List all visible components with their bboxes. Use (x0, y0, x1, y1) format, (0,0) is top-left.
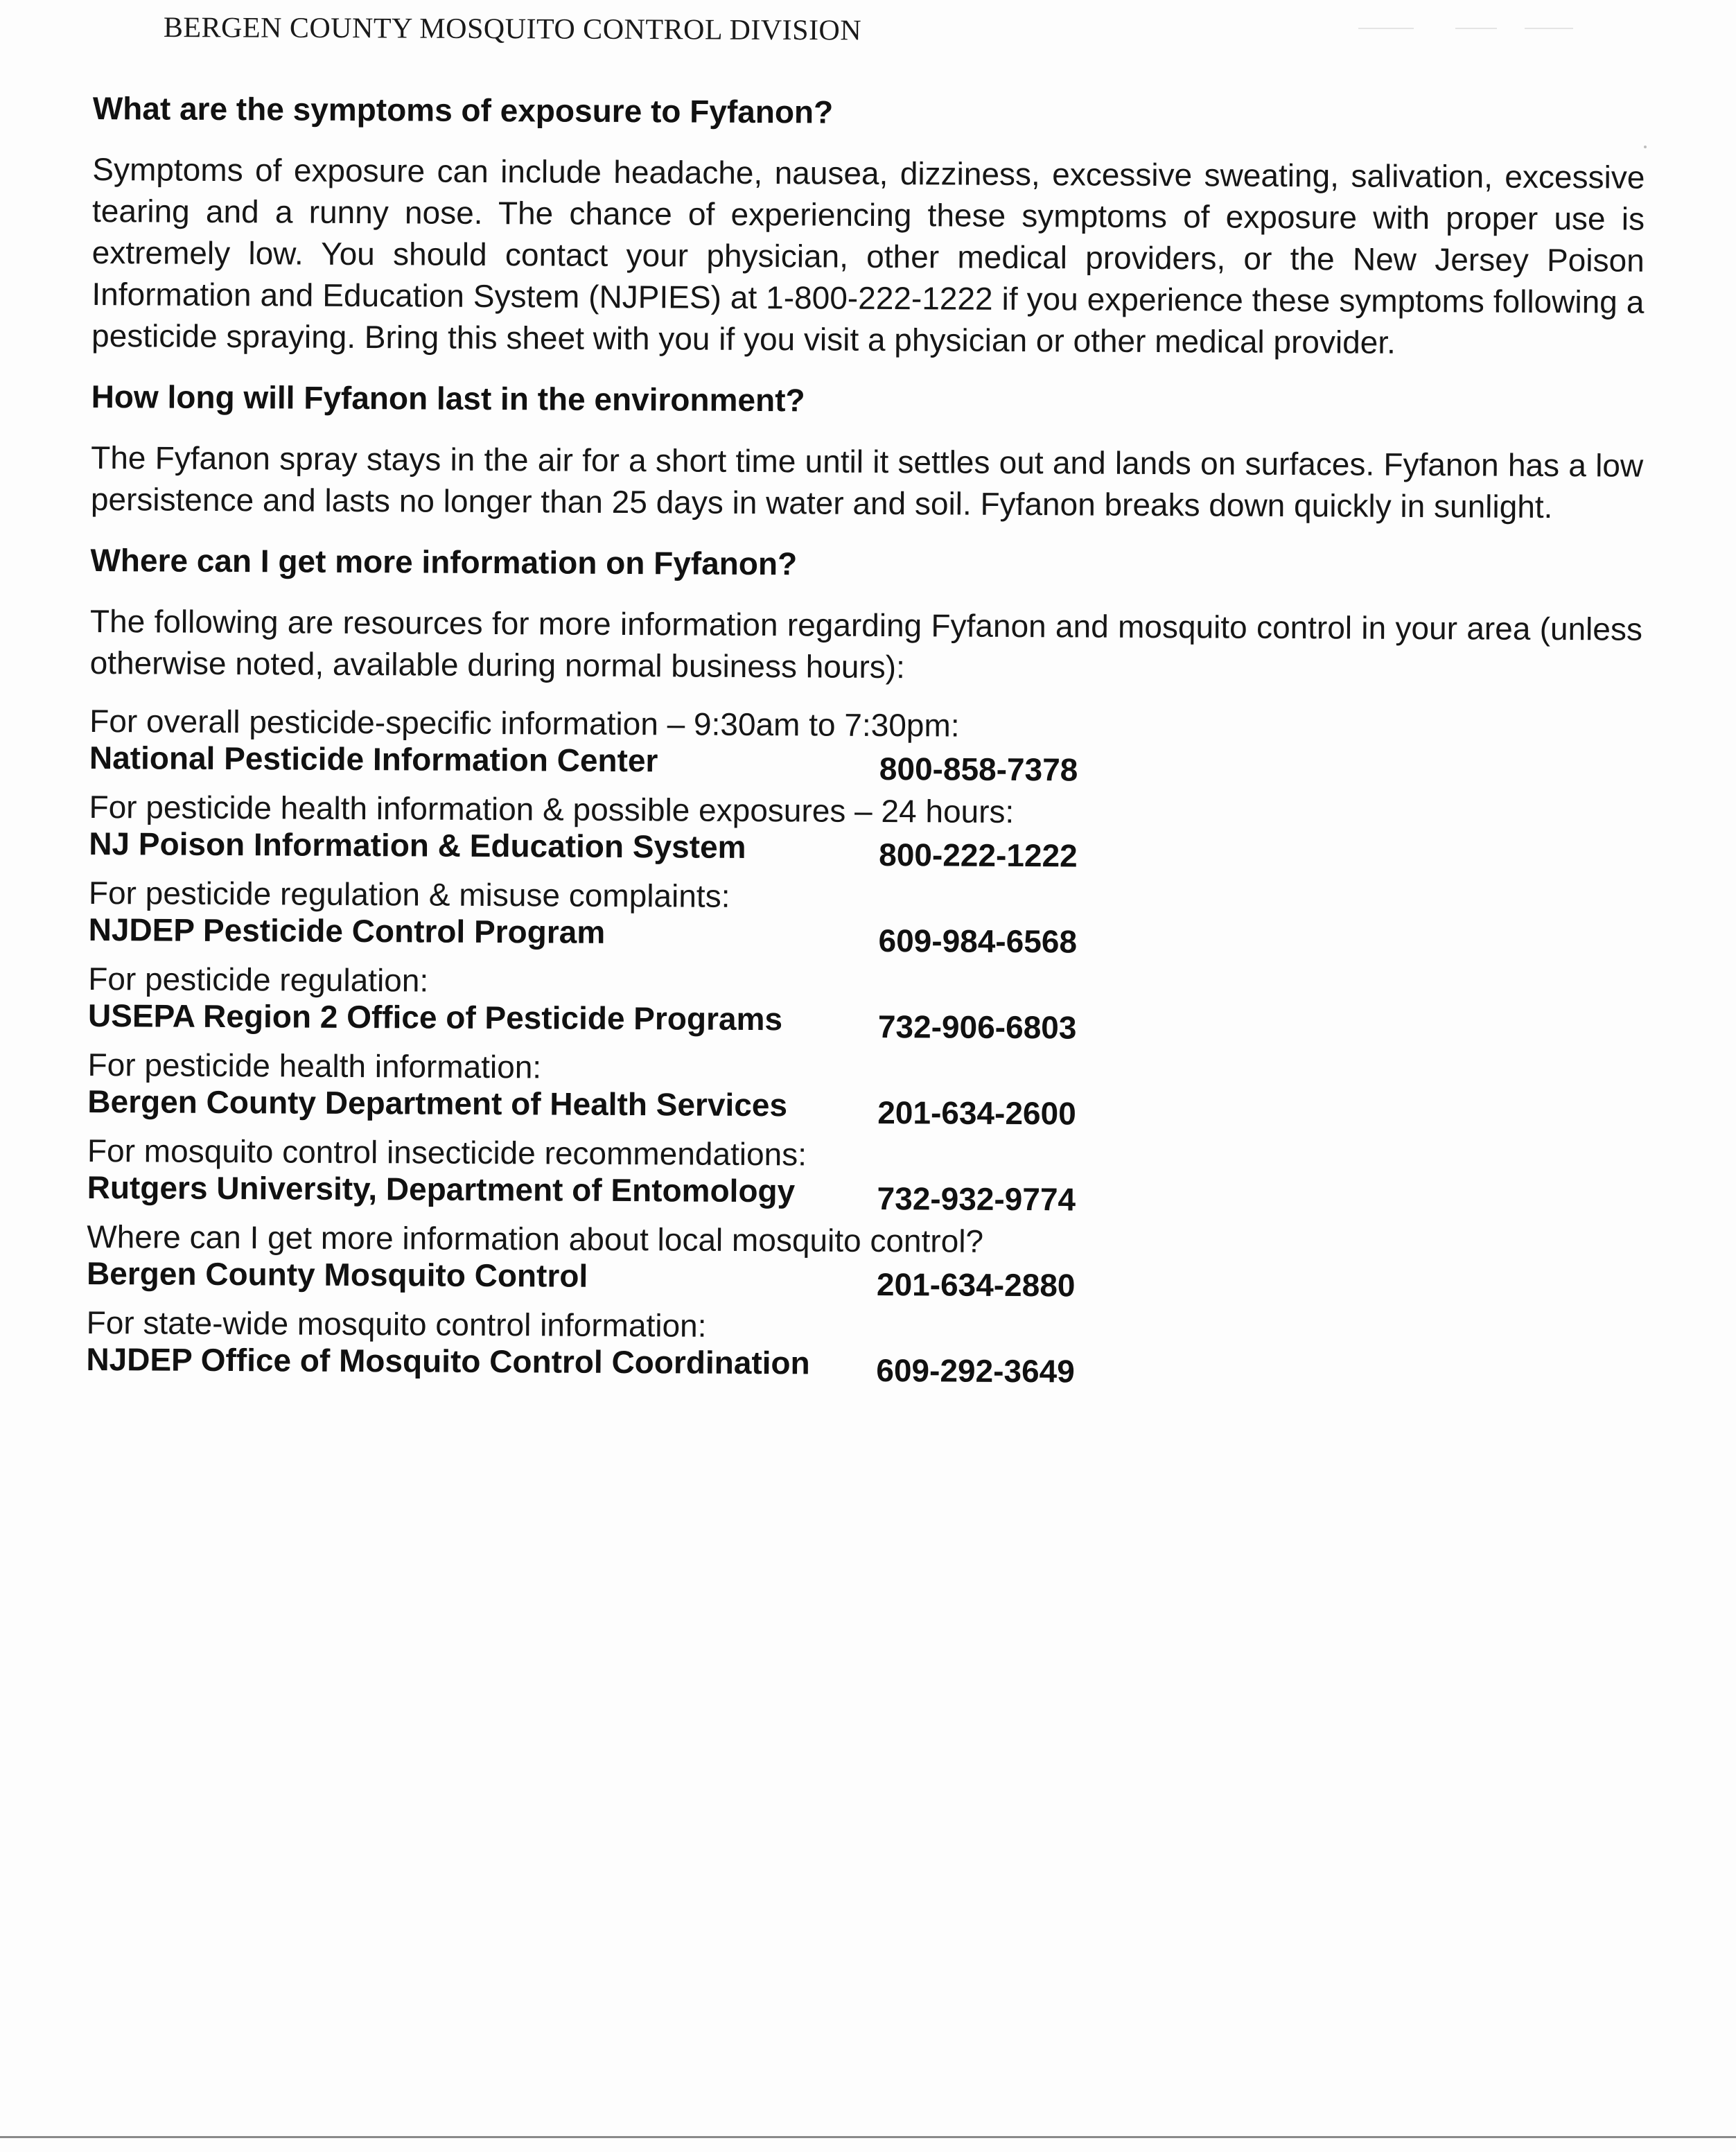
resource-item (87, 960, 1087, 1046)
section-paragraph-more-info: The following are resources for more information regarding Fyfanon and mosquito control in your area (unless otherwise noted, available during normal business hours): (89, 602, 1643, 685)
resource-description: For pesticide health information: (87, 1046, 542, 1085)
resource-phone: 609-292-3649 (876, 1351, 1075, 1390)
scan-artifact (1358, 28, 1414, 29)
resource-description: For pesticide regulation: (88, 960, 429, 999)
resource-description: For pesticide regulation & misuse complaints: (88, 874, 730, 914)
resource-name: Rutgers University, Department of Entomology (87, 1169, 796, 1209)
document-header: BERGEN COUNTY MOSQUITO CONTROL DIVISION (163, 11, 862, 47)
resource-name: USEPA Region 2 Office of Pesticide Programs (87, 997, 783, 1038)
document-body (86, 89, 1645, 1399)
resource-phone: 732-932-9774 (877, 1180, 1076, 1218)
resource-phone: 800-858-7378 (879, 750, 1078, 788)
resource-description: For mosquito control insecticide recommendations: (87, 1132, 807, 1173)
resource-name: NJ Poison Information & Education System (89, 825, 746, 865)
resource-contact-row (87, 1083, 1085, 1132)
resource-item (86, 1304, 1085, 1390)
resource-description: For pesticide health information & possible exposures – 24 hours: (89, 788, 1015, 830)
section-paragraph-symptoms: Symptoms of exposure can include headache, nausea, dizziness, excessive sweating, salivation, excessive tearing and a runny nose. The chance of experiencing these symptoms of exposure with proper use is extremely low. You should contact your physician, other medical providers, or the New Jersey Poison Information and Education System (NJPIES) at 1-800-222-1222 if you experience these symptoms following a pesticide spraying. Bring this sheet with you if you visit a physician or other medical provider. (91, 150, 1645, 360)
resource-contact-row (88, 911, 1087, 960)
resource-item (86, 1218, 1085, 1304)
resource-description: For state-wide mosquito control information: (86, 1304, 707, 1344)
resource-phone: 800-222-1222 (879, 836, 1078, 874)
scan-artifact (1455, 28, 1497, 29)
resource-contact-row (87, 1169, 1085, 1218)
section-paragraph-environment: The Fyfanon spray stays in the air for a short time until it settles out and lands on surfaces. Fyfanon has a low persistence and lasts no longer than 25 days in water and soil. Fyfanon breaks down quickly in sunlight. (90, 439, 1644, 525)
resource-name: Bergen County Mosquito Control (86, 1254, 588, 1294)
page-bottom-edge (0, 2136, 1736, 2138)
resource-name: NJDEP Office of Mosquito Control Coordination (86, 1340, 810, 1381)
resource-item (88, 874, 1087, 960)
resource-description: Where can I get more information about local mosquito control? (87, 1218, 984, 1259)
scan-artifact (1525, 28, 1573, 29)
resource-phone: 201-634-2880 (876, 1266, 1076, 1304)
resource-contact-row (86, 1254, 1085, 1304)
resource-name: NJDEP Pesticide Control Program (88, 911, 606, 950)
resource-item (87, 1132, 1086, 1218)
resource-item (87, 1046, 1086, 1132)
resource-phone: 732-906-6803 (877, 1008, 1077, 1046)
section-question-symptoms: What are the symptoms of exposure to Fyfanon? (92, 89, 834, 130)
section-question-environment: How long will Fyfanon last in the environment? (91, 378, 805, 419)
section-question-more-info: Where can I get more information on Fyfanon? (90, 541, 798, 582)
resource-item (89, 788, 1087, 874)
resource-item (89, 702, 1088, 788)
resource-contact-row (86, 1340, 1084, 1390)
resource-contact-row (89, 739, 1087, 788)
resource-name: Bergen County Department of Health Services (87, 1083, 788, 1123)
resource-description: For overall pesticide-specific information – 9:30am to 7:30pm: (89, 702, 960, 744)
resource-phone: 609-984-6568 (878, 922, 1078, 960)
resource-contact-row (87, 997, 1086, 1046)
resource-phone: 201-634-2600 (877, 1094, 1076, 1132)
resource-name: National Pesticide Information Center (89, 739, 658, 779)
resource-contact-row (89, 825, 1087, 874)
resource-list (86, 702, 1087, 1390)
